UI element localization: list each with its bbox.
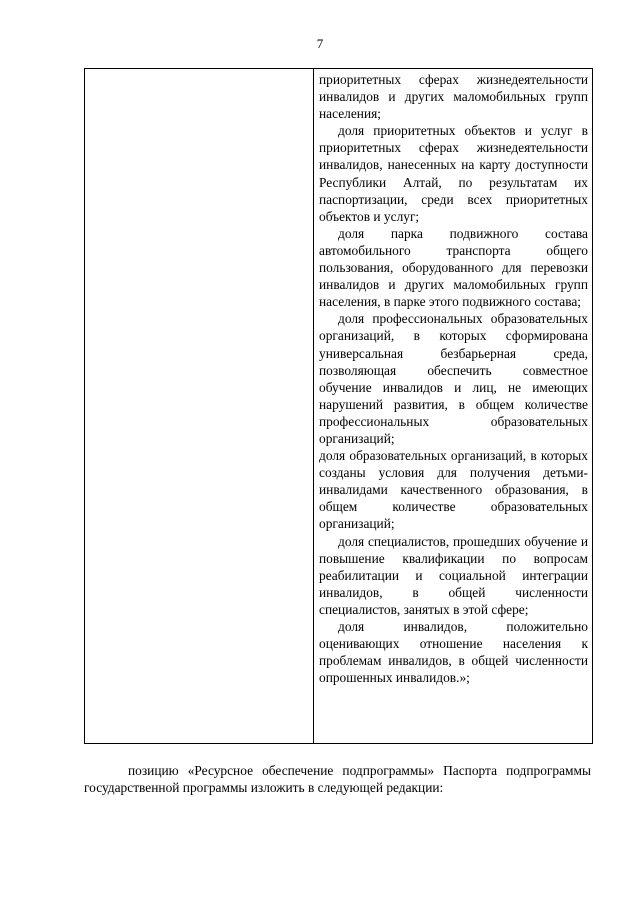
indicator-paragraph: доля парка подвижного состава автомобильного транспорта общего пользования, оборудованного для перевозки инвалидов и других маломобильных групп населения, в парке этого подвижного состава;	[319, 225, 588, 310]
indicator-list	[314, 69, 592, 686]
body-paragraph: позицию «Ресурсное обеспечение подпрограммы» Паспорта подпрограммы государственной программы изложить в следующей редакции:	[84, 763, 591, 796]
document-table	[84, 68, 593, 744]
indicator-paragraph: приоритетных сферах жизнедеятельности инвалидов и других маломобильных групп населения;	[319, 72, 588, 122]
indicator-paragraph: доля образовательных организаций, в которых созданы условия для получения детьми-инвалидами качественного образования, в общем количестве образовательных организаций;	[319, 448, 588, 532]
table-row	[85, 69, 593, 744]
indicator-paragraph: доля инвалидов, положительно оценивающих отношение населения к проблемам инвалидов, в общей численности опрошенных инвалидов.»;	[319, 619, 588, 686]
indicator-paragraph: доля специалистов, прошедших обучение и повышение квалификации по вопросам реабилитации и социальной интеграции инвалидов, в общей численности специалистов, занятых в этой сфере;	[319, 533, 588, 617]
indicator-paragraph: доля профессиональных образовательных организаций, в которых сформирована универсальная безбарьерная среда, позволяющая обеспечить совместное обучение инвалидов и лиц, не имеющих нарушений развития, в общем количестве профессиональных образовательных организаций;	[319, 311, 588, 446]
table-cell-left	[85, 69, 314, 744]
table-cell-right	[314, 69, 593, 744]
page-number: 7	[316, 36, 324, 51]
indicator-paragraph: доля приоритетных объектов и услуг в приоритетных сферах жизнедеятельности инвалидов, нанесенных на карту доступности Республики Алтай, по результатам их паспортизации, среди всех приоритетных объектов и услуг;	[319, 123, 588, 224]
